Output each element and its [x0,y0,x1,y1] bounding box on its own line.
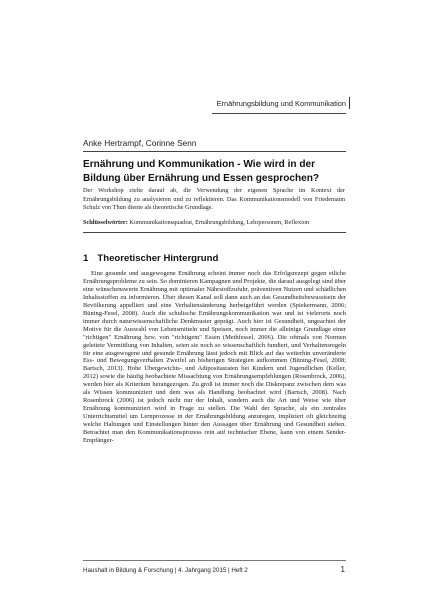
page-number: 1 [340,565,345,574]
authors-rule [83,151,346,152]
section-heading [83,253,218,264]
running-head: Ernährungsbildung und Kommunikation [216,99,346,108]
article-keywords [83,219,345,227]
article-authors: Anke Hertrampf, Corinne Senn [83,138,197,148]
keywords-label: Schlüsselwörter: [83,219,128,226]
journal-footer: Haushalt in Bildung & Forschung | 4. Jahrgang 2015 | Heft 2 [83,567,248,574]
article-abstract: Der Workshop zielte darauf ab, die Verwendung der eigenen Sprache im Kontext der Ernährungsbildung zu analysieren und zu reflektieren. Das Kommunikationsmodell von Friedemann Schulz von Thun diente als theoretische Grundlage. [83,187,345,212]
section-number: 1 [83,253,89,264]
header-rule [212,113,346,114]
footer-rule [83,560,346,561]
section-title: Theoretischer Hintergrund [97,253,219,264]
keywords-list: Kommunikationsquadrat, Ernährungsbildung, Lehrpersonen, Reflexion [129,219,310,226]
article-title: Ernährung und Kommunikation - Wie wird in der Bildung über Ernährung und Essen gesprochen? [83,159,320,184]
running-head-divider [349,97,350,109]
keywords-rule [83,232,346,233]
section-body: Eine gesunde und ausgewogene Ernährung scheint immer noch das Erfolgsrezept gegen etliche Ernährungsprobleme zu sein. So dominieren Kampagnen und Projekte, die darauf ausgelegt sind über eine wünschenswerte Ernährung mit optimaler Nährstoffzufuhr, präventiven Nutzen und schädlichen Inhaltsstoffen zu informieren. Über diesen Kanal soll dann auch an das Gesundheitsbewusstsein der Bevölkerung appelliert und eine Verhaltensänderung herbeigeführt werden (Spiekermann, 2006; Büning-Fesel, 2008). Auch die schulische Ernährungskommunikation war und ist vielerorts noch immer durch naturwissenschaftliche Denkmuster geprägt. Auch hier ist Gesundheit, ungeachtet der Motive für die Auswahl von Lebensmitteln und Speisen, noch immer die alleinige Grundlage einer "richtigen" Ernährung bzw. von "richtigem" Essen (Methfessel, 2006). Die oftmals von Normen geleitete Vermittlung von Inhalten, seien sie noch so wissenschaftlich fundiert, und Verhaltensregeln für eine ausgewogene und gesunde Ernährung lässt jedoch mit Blick auf das weiterhin unveränderte Ess- und Bewegungsverhalten Zweifel an bisherigen Strategien aufkommen (Büning-Fesel, 2008; Bartsch, 2013). Hohe Übergewichts- und Adipositasraten bei Kindern und Jugendlichen (Keller, 2012) sowie die häufig beobachtete Missachtung von Ernährungsempfehlungen (Rosenbrock, 2006), werden hier als Kriterium herangezogen. Zu groß ist immer noch die Diskrepanz zwischen dem was als Wissen kommuniziert und dem was als Handlung beobachtet wird (Bartsch, 2008). Nach Rosenbrock (2006) ist jedoch nicht nur der Inhalt, sondern auch die Art und Weise wie über Ernährung kommuniziert wird in Frage zu stellen. Die Wahl der Sprache, als ein zentrales Unterrichtsmittel um Lernprozesse in der Ernährungsbildung anzuregen, impliziert oft gleichzeitig welche Haltungen und Einstellungen hinter den Aussagen über Ernährung und Gesundheit stehen. Betrachtet man den Kommunikationsprozess rein auf technischer Ebene, kann von einem Sender-Empfänger- [83,270,346,445]
